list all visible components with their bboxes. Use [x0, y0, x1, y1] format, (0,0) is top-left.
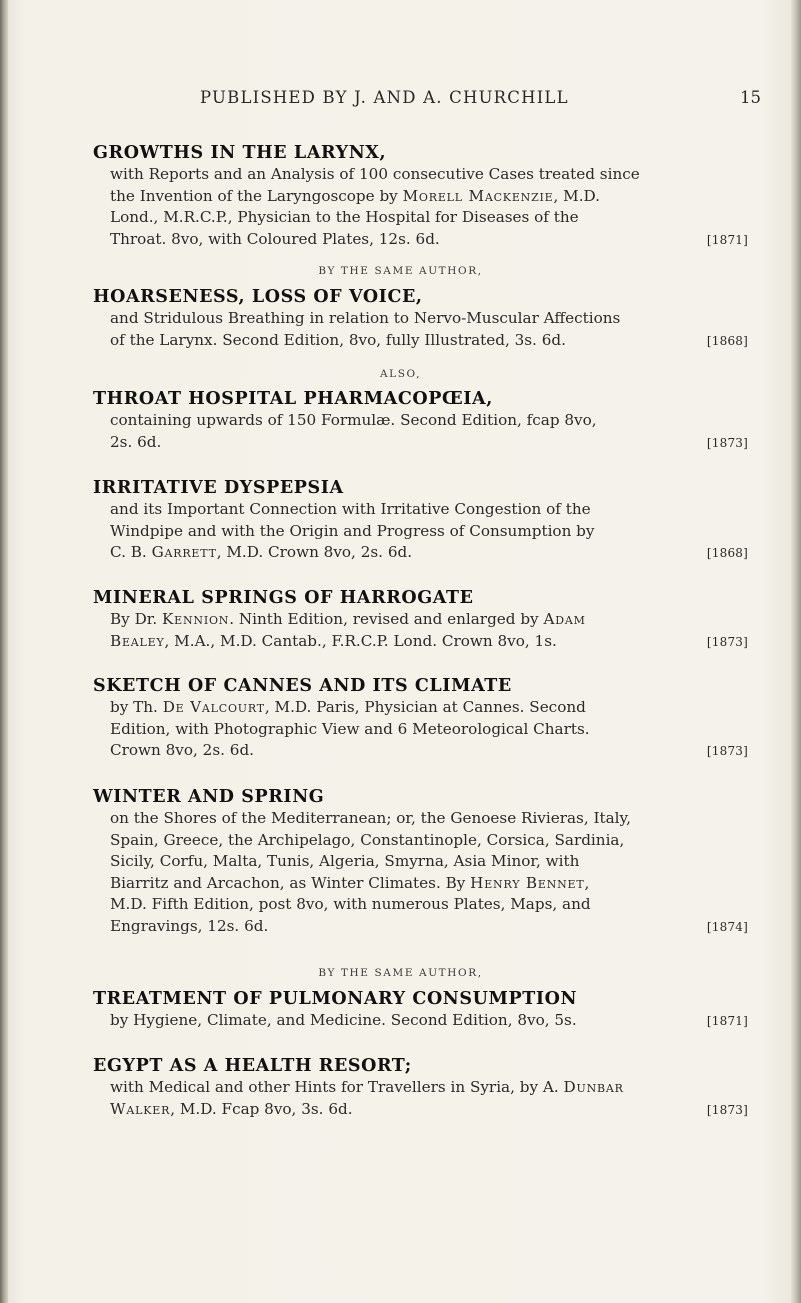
description-line: Edition, with Photographic View and 6 Meteorological Charts. [110, 719, 590, 738]
description-line [110, 330, 748, 352]
author-name: Dunbar [563, 1078, 624, 1096]
entry-description [110, 164, 748, 250]
description-line: and its Important Connection with Irritative Congestion of the [110, 500, 591, 518]
description-text: C. B. [110, 543, 152, 561]
same-author-note: BY THE SAME AUTHOR, [318, 265, 483, 277]
entry-description [110, 308, 748, 351]
publication-year: [1868] [706, 333, 748, 348]
description-text: Engravings, 12s. 6d. [110, 916, 269, 935]
description-text: with Medical and other Hints for Travellers in Syria, by A. [110, 1078, 564, 1096]
entry-description [110, 697, 748, 762]
description-line [110, 432, 748, 454]
description-text: , M.A., M.D. Cantab., F.R.C.P. Lond. Crown 8vo, 1s. [164, 631, 557, 650]
catalogue-entry [93, 988, 748, 1033]
description-line: Lond., M.R.C.P., Physician to the Hospital for Diseases of the [110, 208, 579, 226]
description-text: by Th. [110, 698, 163, 716]
description-line [110, 631, 748, 653]
author-name: Bealey [110, 631, 165, 650]
description-line [110, 1077, 748, 1099]
publication-year: [1873] [706, 634, 748, 649]
description-text: , M.D. Paris, Physician at Cannes. Second [264, 698, 586, 716]
description-line [110, 697, 748, 719]
author-name: Kennion [162, 610, 230, 628]
page-edge-shadow [791, 0, 801, 1303]
same-author-note: BY THE SAME AUTHOR, [318, 967, 483, 979]
author-name: De Valcourt [162, 698, 265, 716]
description-line: containing upwards of 150 Formulæ. Second Edition, fcap 8vo, [110, 411, 597, 429]
entry-title: SKETCH OF CANNES AND ITS CLIMATE [93, 676, 512, 696]
description-text: Throat. 8vo, with Coloured Plates, 12s. 6d. [110, 229, 440, 248]
page-number: 15 [740, 88, 761, 107]
author-name: Morell Mackenzie [402, 186, 554, 205]
description-line [110, 229, 748, 251]
catalogue-entry [93, 286, 748, 352]
description-text: Crown 8vo, 2s. 6d. [110, 741, 254, 759]
description-text: , [584, 873, 590, 892]
description-line: with Reports and an Analysis of 100 consecutive Cases treated since [110, 165, 640, 183]
entry-description [110, 1010, 748, 1032]
description-text: . Ninth Edition, revised and enlarged by [229, 610, 544, 628]
entry-title: WINTER AND SPRING [93, 787, 325, 807]
catalogue-entry [93, 388, 748, 454]
publication-year: [1873] [706, 435, 748, 450]
entry-title: EGYPT AS A HEALTH RESORT; [93, 1056, 412, 1076]
description-line: on the Shores of the Mediterranean; or, the Genoese Rivieras, Italy, [110, 809, 631, 827]
description-text: 2s. 6d. [110, 432, 162, 451]
author-name: Adam [543, 610, 586, 628]
description-line [110, 740, 748, 762]
description-line: and Stridulous Breathing in relation to Nervo-Muscular Affections [110, 309, 621, 327]
entry-description [110, 808, 748, 937]
entry-description [110, 1077, 748, 1120]
publication-year: [1871] [706, 1014, 748, 1028]
running-head: PUBLISHED BY J. AND A. CHURCHILL [200, 88, 569, 107]
description-text: , M.D. Crown 8vo, 2s. 6d. [216, 543, 413, 561]
author-name: Henry Bennet [470, 873, 585, 892]
publication-year: [1873] [706, 1102, 748, 1117]
description-text: , M.D. [553, 186, 600, 205]
description-line: Sicily, Corfu, Malta, Tunis, Algeria, Smyrna, Asia Minor, with [110, 852, 580, 870]
author-name: Garrett [151, 543, 217, 561]
description-line: Spain, Greece, the Archipelago, Constantinople, Corsica, Sardinia, [110, 830, 625, 849]
description-line [110, 1010, 748, 1032]
publication-year: [1874] [706, 919, 748, 934]
description-line [110, 1099, 748, 1121]
description-line: Windpipe and with the Origin and Progress of Consumption by [110, 521, 595, 540]
description-line [110, 542, 748, 564]
description-text: by Hygiene, Climate, and Medicine. Second Edition, 8vo, 5s. [110, 1011, 577, 1029]
catalogue-entry [93, 142, 748, 251]
entry-description [110, 410, 748, 453]
catalogue-entry [93, 786, 748, 938]
catalogue-entry [93, 1055, 748, 1121]
description-text: of the Larynx. Second Edition, 8vo, fully Illustrated, 3s. 6d. [110, 330, 566, 349]
publication-year: [1873] [706, 744, 748, 758]
description-text: Biarritz and Arcachon, as Winter Climates. By [110, 873, 471, 892]
catalogue-entry [93, 675, 748, 763]
description-text: By Dr. [110, 610, 162, 628]
entry-title: IRRITATIVE DYSPEPSIA [93, 478, 344, 498]
description-text: the Invention of the Laryngoscope by [110, 186, 403, 205]
catalogue-entry [93, 587, 748, 653]
entry-title: GROWTHS IN THE LARYNX, [93, 143, 387, 163]
description-line [110, 609, 748, 631]
author-name: Walker [110, 1099, 171, 1118]
description-line [110, 873, 748, 895]
entry-title: HOARSENESS, LOSS OF VOICE, [93, 287, 423, 307]
publication-year: [1871] [706, 232, 748, 247]
entry-description [110, 499, 748, 564]
entry-title: MINERAL SPRINGS OF HARROGATE [93, 588, 474, 608]
publication-year: [1868] [706, 546, 748, 560]
also-note: ALSO, [379, 368, 422, 380]
entry-title: THROAT HOSPITAL PHARMACOPŒIA, [93, 389, 493, 409]
description-line: M.D. Fifth Edition, post 8vo, with numerous Plates, Maps, and [110, 895, 591, 913]
description-line [110, 916, 748, 938]
entry-title: TREATMENT OF PULMONARY CONSUMPTION [93, 989, 578, 1009]
entry-description [110, 609, 748, 652]
page-gutter-shadow [0, 0, 8, 1303]
description-text: , M.D. Fcap 8vo, 3s. 6d. [170, 1099, 353, 1118]
catalogue-entry [93, 477, 748, 565]
description-line [110, 186, 748, 208]
